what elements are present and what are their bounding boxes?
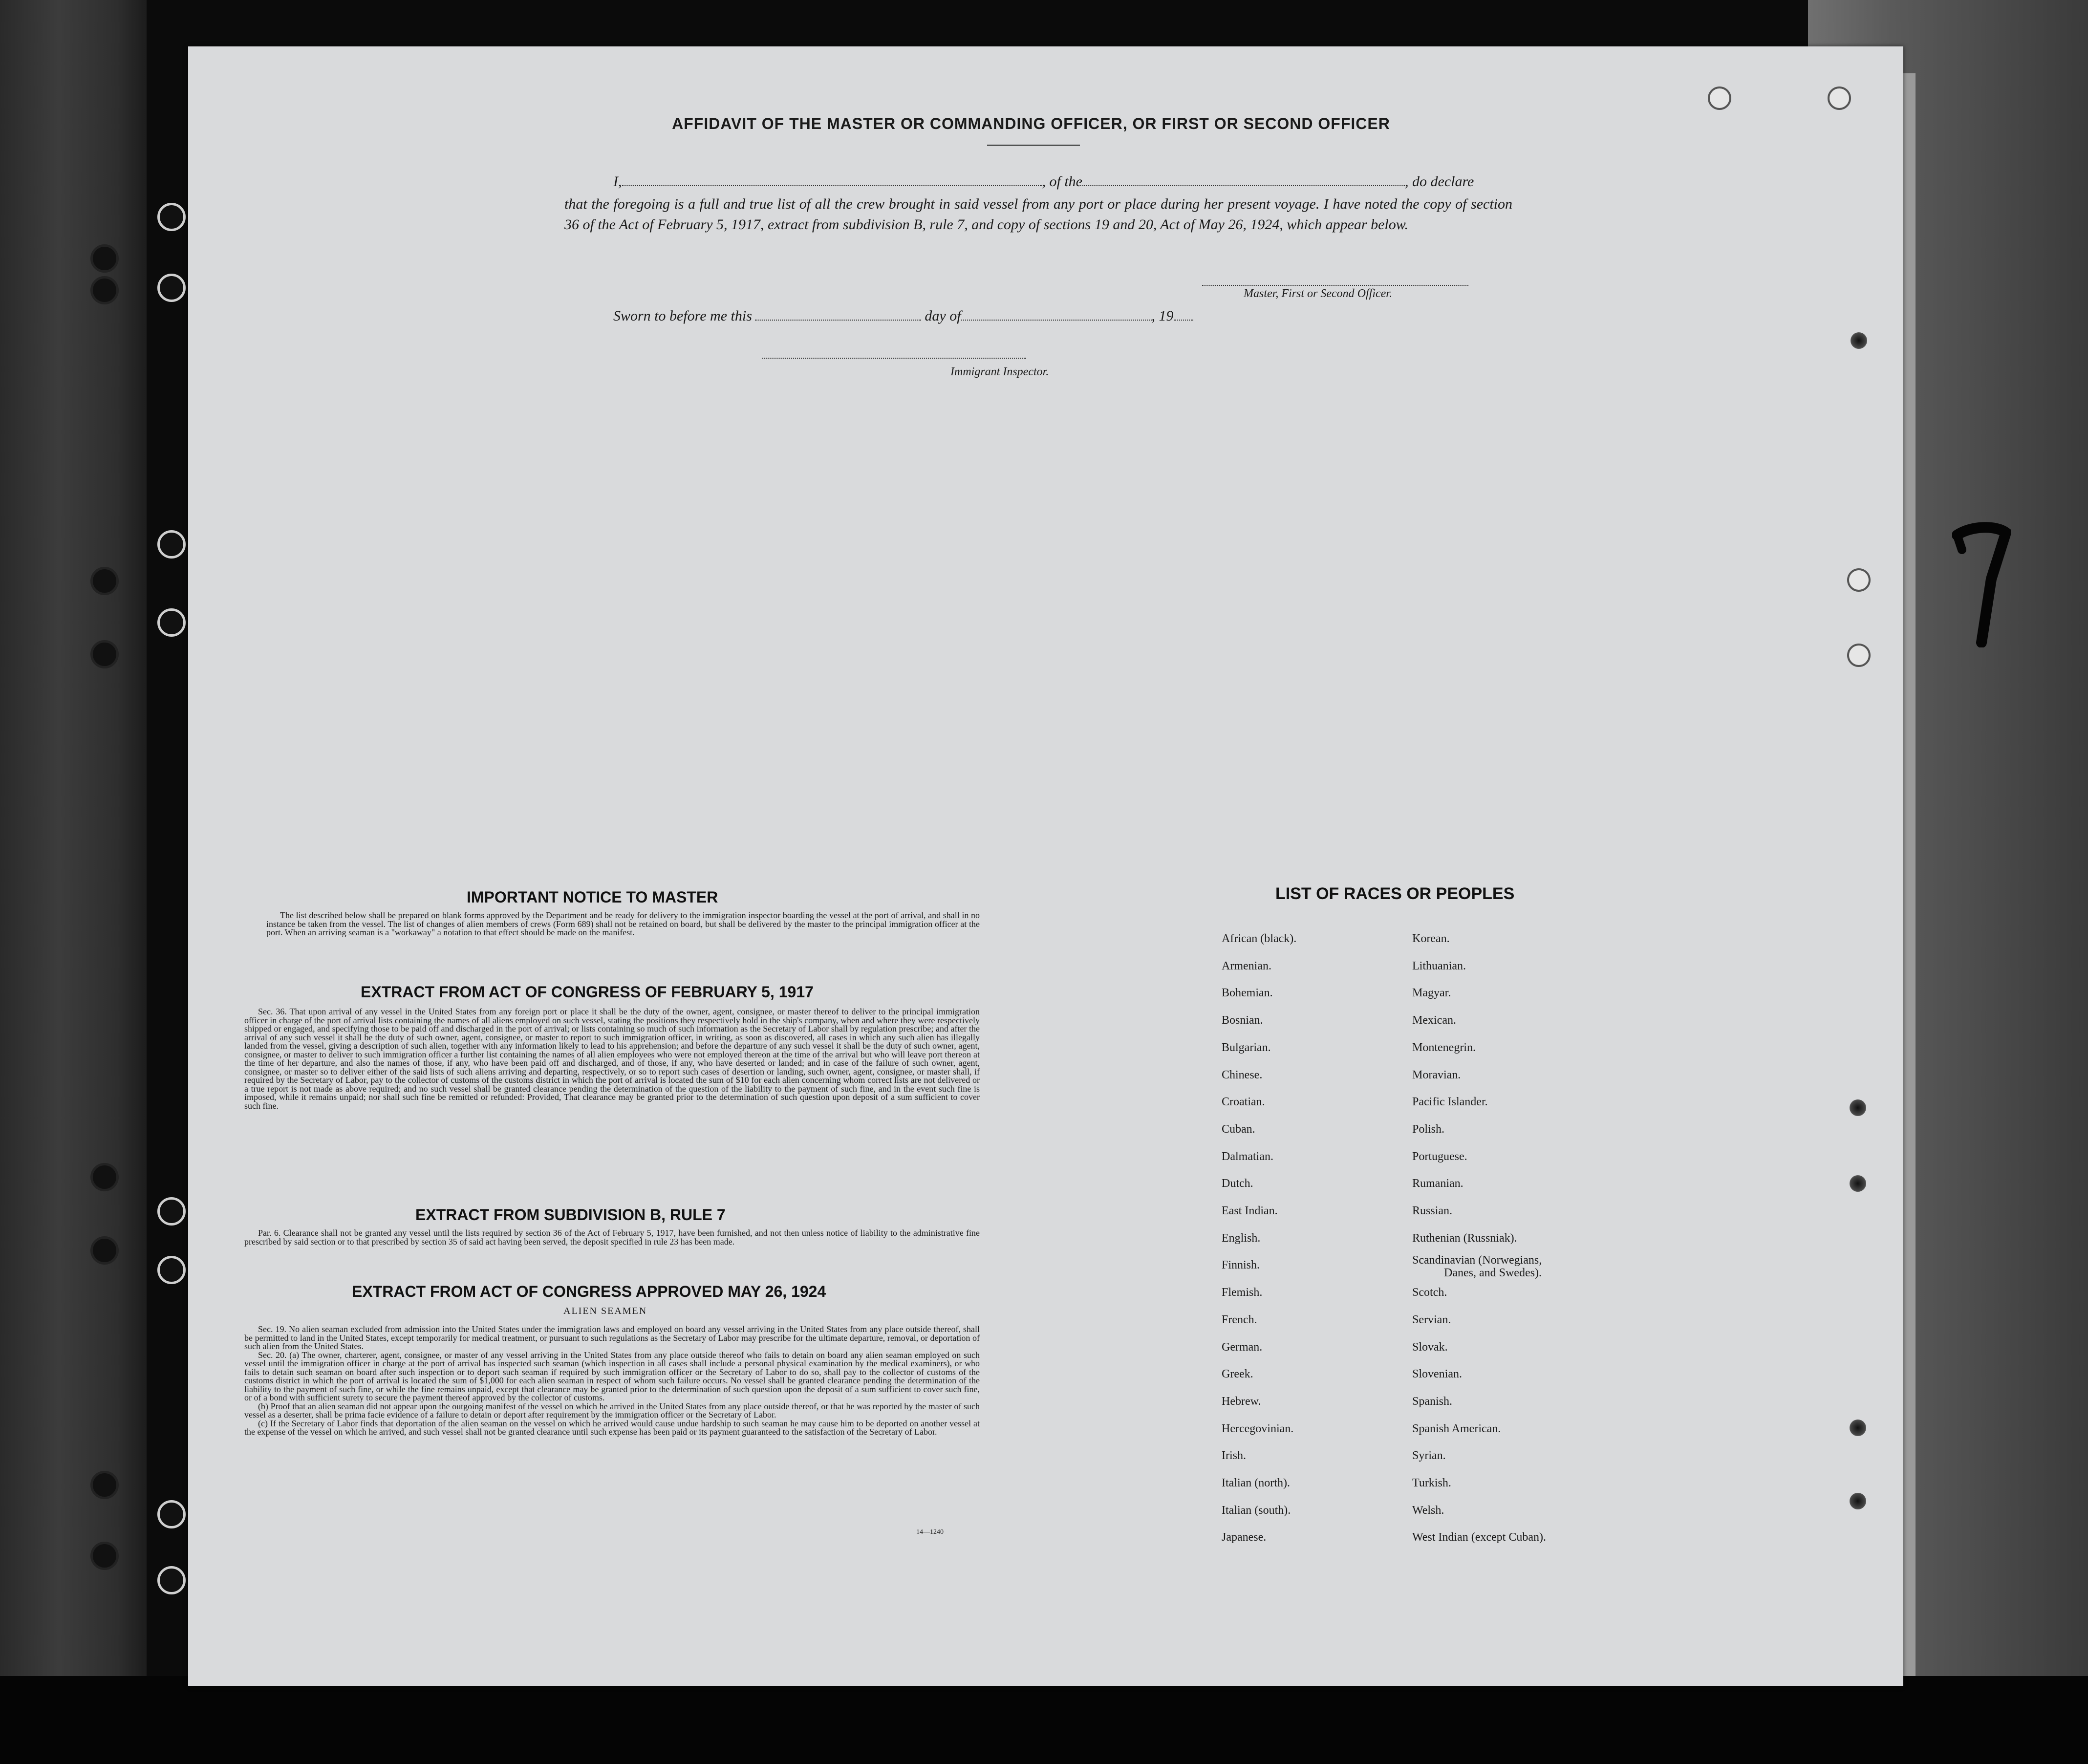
alien-seamen-heading: ALIEN SEAMEN [563,1306,647,1316]
declarant-name-field[interactable] [622,185,1042,186]
race-item: Hercegovinian. [1222,1422,1294,1435]
race-item: Montenegrin. [1412,1041,1476,1054]
race-item: German. [1222,1340,1263,1354]
race-item: Servian. [1412,1313,1451,1326]
race-item: Croatian. [1222,1096,1265,1109]
binder-hole [157,1500,186,1528]
binder-edge-left [0,0,147,1705]
race-item: Italian (south). [1222,1504,1291,1517]
extract-rule7-title: EXTRACT FROM SUBDIVISION B, RULE 7 [415,1206,726,1224]
race-item: Pacific Islander. [1412,1096,1488,1109]
par-6-paragraph: Par. 6. Clearance shall not be granted any vessel until the lists required by section 36 of the Act of February 5, 1917, have been furnished, and not then unless notice of liability to the administrative fine prescribed by said section or to that prescribed by section 35 of said act having been served, the deposit specified in rule 23 has been made. [244,1228,980,1247]
sworn-line [613,308,1193,324]
race-item: Spanish. [1412,1395,1453,1408]
race-item: Finnish. [1222,1259,1260,1272]
race-item: African (black). [1222,932,1297,945]
race-item: Welsh. [1412,1504,1444,1517]
punch-hole [1850,1099,1866,1116]
race-item: Flemish. [1222,1286,1263,1299]
do-declare-label: , do declare [1405,173,1474,190]
punch-hole [1847,644,1871,667]
race-item: West Indian (except Cuban). [1412,1531,1546,1544]
race-item: Armenian. [1222,959,1271,972]
race-item: English. [1222,1231,1261,1245]
inspector-signature-field[interactable] [762,358,1026,359]
race-item: Dalmatian. [1222,1150,1273,1163]
race-item: Greek. [1222,1368,1253,1381]
race-item: Rumanian. [1412,1177,1464,1190]
extract-1924-text [244,1325,980,1437]
extract-rule7-text [244,1229,980,1246]
binder-hole [90,276,119,304]
race-item: Polish. [1412,1122,1445,1136]
binder-hole [90,1471,119,1499]
sworn-day-field[interactable] [755,319,921,321]
notice-title: IMPORTANT NOTICE TO MASTER [467,888,718,906]
punch-hole [1850,1493,1866,1509]
notice-text [266,911,980,937]
race-item: Dutch. [1222,1177,1253,1190]
punch-hole [1708,86,1731,110]
sworn-label: Sworn to before me this [613,308,752,324]
race-item: Mexican. [1412,1014,1456,1027]
race-item: Ruthenian (Russniak). [1412,1231,1517,1245]
extract-1917-text [244,1008,980,1110]
race-item: Turkish. [1412,1477,1451,1489]
race-item: Lithuanian. [1412,959,1466,972]
binder-hole [157,1197,186,1226]
race-item: Chinese. [1222,1068,1263,1081]
race-item: Japanese. [1222,1531,1267,1544]
binder-hole [157,1566,186,1594]
inspector-label: Immigrant Inspector. [950,366,1049,378]
punch-hole [1850,1175,1866,1192]
race-item: Hebrew. [1222,1395,1261,1408]
master-signature-label: Master, First or Second Officer. [1244,287,1392,300]
race-item: Cuban. [1222,1122,1255,1136]
race-item: Slovak. [1412,1340,1448,1354]
punch-hole [1847,568,1871,592]
binder-hole [90,1236,119,1265]
form-number: 14—1240 [916,1528,944,1536]
race-item: East Indian. [1222,1205,1278,1217]
sec-20a-paragraph: Sec. 20. (a) The owner, charterer, agent, consignee, or master of any vessel arriving in the United States from any place outside thereof who fails to detain on board any alien seaman employed on such vessel until the immigration officer in charge at the port of arrival has inspected such seaman (which inspection in all cases shall include a personal physical examination by the medical examiners), or who fails to detain such seaman on board after such inspection or to deport such seaman if required by such immigration officer or the Secretary of Labor to do so, shall pay to the collector of customs of the customs district in which the port of arrival is located the sum of $1,000 for each alien seaman in respect of whom such failure occurs. No vessel shall be granted clearance pending the determination of the liability to the payment of such fine, or while the fine remains unpaid, except that clearance may be granted prior to the determination of such question upon the deposit of a sum sufficient to cover such fine, or of a bond with sufficient surety to secure the payment thereof approved by the collector of customs. [244,1350,980,1402]
punch-hole [1828,86,1851,110]
year-prefix: , 19 [1151,308,1174,324]
form-page [188,46,1903,1686]
extract-1924-title: EXTRACT FROM ACT OF CONGRESS APPROVED MAY 26, 1924 [352,1283,826,1300]
punch-hole [1850,1420,1866,1436]
binder-hole [157,274,186,302]
race-item: Irish. [1222,1449,1246,1463]
affidavit-title: AFFIDAVIT OF THE MASTER OR COMMANDING OFFICER, OR FIRST OR SECOND OFFICER [672,115,1390,132]
binder-hole [157,530,186,559]
sec-20b-paragraph: (b) Proof that an alien seaman did not appear upon the outgoing manifest of the vessel on which he arrived in the United States from any place outside thereof, or that he was reported by the master of such vessel as a deserter, shall be prima facie evidence of a failure to detain or deport after requirement by the immigration officer or the Secretary of Labor. [244,1401,980,1420]
declaration-line [613,173,1474,190]
show-through-text [491,115,1810,1288]
race-item: Moravian. [1412,1068,1461,1081]
binder-hole [157,1256,186,1284]
race-item: Scotch. [1412,1286,1447,1299]
notice-paragraph: The list described below shall be prepared on blank forms approved by the Department and be ready for delivery to the immigration inspector boarding the vessel at the port of arrival, and shall in no instance be taken from the vessel. The list of changes of alien members of crews (Form 689) shall not be retained on board, but shall be delivered by the master to the principal immigration officer at the port. When an arriving seaman is a "workaway" a notation to that effect should be made on the manifest. [266,910,980,937]
race-item: Bosnian. [1222,1014,1263,1027]
scan-bottom-border [0,1676,2088,1764]
binder-hole [157,608,186,637]
master-signature-field[interactable] [1202,285,1468,287]
sec-20c-paragraph: (c) If the Secretary of Labor finds that deportation of the alien seaman on the vessel on which he arrived would cause undue hardship to such seaman he may cause him to be deported on another vessel at the expense of the vessel on which he arrived, and such vessel shall not be granted clearance until such expense has been paid or its payment guaranteed to the satisfaction of the Secretary of Labor. [244,1418,980,1437]
day-of-label: day of [925,308,961,324]
binder-hole [90,1542,119,1570]
race-item: Russian. [1412,1205,1453,1217]
race-item: Slovenian. [1412,1368,1462,1381]
binder-hole [90,567,119,595]
binder-hole [157,203,186,231]
sworn-year-field[interactable] [1174,319,1193,321]
vessel-name-field[interactable] [1082,185,1405,186]
race-item: Scandinavian (Norwegians, Danes, and Swedes). [1412,1254,1542,1280]
races-title: LIST OF RACES OR PEOPLES [1275,884,1515,903]
race-item: Bulgarian. [1222,1041,1271,1054]
race-item: Magyar. [1412,987,1451,1000]
title-underline [987,145,1080,146]
handwritten-seven [1952,520,2011,647]
of-the-label: , of the [1042,173,1082,190]
declarant-prefix: I, [613,173,622,190]
race-item: Bohemian. [1222,987,1273,1000]
race-item: Italian (north). [1222,1477,1290,1489]
binder-hole [90,1163,119,1191]
section-36-paragraph: Sec. 36. That upon arrival of any vessel in the United States from any foreign port or place it shall be the duty of the owner, agent, consignee, or master thereof to deliver to the principal immigration officer in charge of the port of arrival lists containing the names of all aliens employed on such vessel, stating the positions they respectively hold in the ship's company, when and where they were respectively shipped or engaged, and specifying those to be paid off and discharged in the port of arrival; or lists containing so much of such information as the Secretary of Labor shall by regulation prescribe; and after the arrival of any such vessel it shall be the duty of such owner, agent, consignee, or master to report to such immigration officer, in writing, as soon as discovered, all cases in which any such alien has illegally landed from the vessel, giving a description of such alien, together with any information likely to lead to his apprehension; and before the departure of any such vessel it shall be the duty of such owner, agent, consignee, or master to deliver to such immigration officer a further list containing the names of all alien employees who were not employed thereon at the time of the arrival but who will leave port thereon at the time of her departure, and also the names of those, if any, who have been paid off and discharged, and of those, if any, who have deserted or landed; and in case of the failure of such owner, agent, consignee, or master so to deliver either of the said lists of such aliens arriving and departing, respectively, or so to report such cases of desertion or landing, such owner, agent, consignee, or master shall, if required by the Secretary of Labor, pay to the collector of customs of the customs district in which the port of arrival is located the sum of $10 for each alien concerning whom correct lists are not delivered or a true report is not made as above required; and no such vessel shall be granted clearance pending the determination of the question of the liability to the payment of such fine, and in the event such fine is imposed, while it remains unpaid; nor shall such fine be remitted or refunded: Provided, That clearance may be granted prior to the determination of such question upon deposit of a sum sufficient to cover such fine. [244,1007,980,1111]
race-item: Spanish American. [1412,1422,1501,1435]
race-item: French. [1222,1313,1257,1326]
punch-hole [1851,332,1867,349]
race-item: Syrian. [1412,1449,1446,1463]
race-item: Portuguese. [1412,1150,1467,1163]
extract-1917-title: EXTRACT FROM ACT OF CONGRESS OF FEBRUARY 5, 1917 [361,983,814,1001]
binder-hole [90,244,119,273]
declaration-body: that the foregoing is a full and true list of all the crew brought in said vessel from any port or place during her present voyage. I have noted the copy of section 36 of the Act of February 5, 1917, extract from subdivision B, rule 7, and copy of sections 19 and 20, Act of May 26, 1924, which appear below. [564,196,1512,233]
binder-hole [90,640,119,668]
sec-19-paragraph: Sec. 19. No alien seaman excluded from admission into the United States under the immigration laws and employed on board any vessel arriving in the United States from any place outside thereof, shall be permitted to land in the United States, except temporarily for medical treatment, or pursuant to such regulations as the Secretary of Labor may prescribe for the ultimate departure, removal, or deportation of such alien from the United States. [244,1324,980,1351]
race-item: Korean. [1412,932,1450,945]
sworn-month-field[interactable] [961,319,1152,321]
